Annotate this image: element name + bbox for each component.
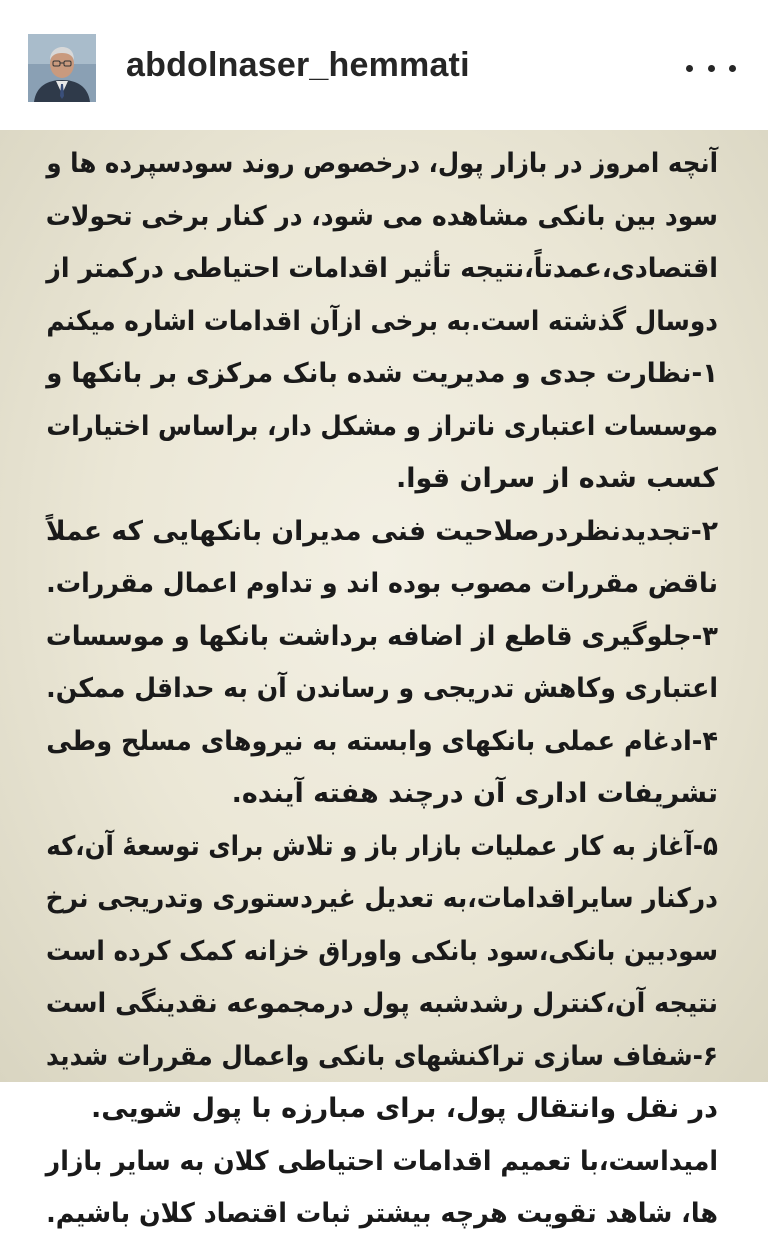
text-line: دوسال گذشته است.به برخی ازآن اقدامات اشاره میکنم — [46, 305, 718, 337]
more-dot — [708, 65, 715, 72]
username-link[interactable]: abdolnaser_hemmati — [126, 46, 470, 84]
text-line: سود بین بانکی مشاهده می شود، در کنار برخی تحولات — [45, 200, 719, 232]
text-line: تشریفات اداری آن درچند هفته آینده. — [231, 778, 718, 809]
more-dot — [686, 65, 693, 72]
text-line: آنچه امروز در بازار پول، درخصوص روند سودسپرده ها و — [46, 148, 718, 179]
post-header — [0, 0, 768, 130]
text-line: در نقل وانتقال پول، برای مبارزه با پول شویی. — [90, 1093, 718, 1124]
text-line: ۲-تجدیدنظردرصلاحیت فنی مدیران بانکهایی که عملاً — [45, 515, 718, 547]
text-line: ناقض مقررات مصوب بوده اند و تداوم اعمال مقررات. — [46, 568, 718, 599]
text-line: ۴-ادغام عملی بانکهای وابسته به نیروهای مسلح وطی — [46, 725, 718, 757]
text-line: امیداست،با تعمیم اقدامات احتیاطی کلان به سایر بازار — [45, 1145, 718, 1177]
text-line: نتیجه آن،کنترل رشدشبه پول درمجموعه نقدینگی است — [45, 988, 719, 1019]
text-line: سودبین بانکی،سود بانکی واوراق خزانه کمک کرده است — [46, 935, 718, 967]
text-line: درکنار سایراقدامات،به تعدیل غیردستوری وتدریجی نرخ — [45, 883, 718, 914]
more-options-icon[interactable] — [686, 56, 736, 80]
text-line: ۶-شفاف سازی تراکنشهای بانکی واعمال مقررات شدید — [46, 1040, 718, 1072]
text-line: ۳-جلوگیری قاطع از اضافه برداشت بانکها و موسسات — [45, 620, 718, 652]
text-line: ها، شاهد تقویت هرچه بیشتر ثبات اقتصاد کلان باشیم. — [46, 1198, 719, 1229]
text-line: اقتصادی،عمدتاً،نتیجه تأثیر اقدامات احتیاطی درکمتر از — [46, 253, 719, 284]
avatar[interactable] — [28, 34, 96, 102]
profile-photo-icon — [28, 34, 96, 102]
post-image[interactable] — [0, 130, 768, 1229]
text-line: ۱-نظارت جدی و مدیریت شده بانک مرکزی بر بانکها و — [46, 358, 718, 389]
text-line: موسسات اعتباری ناتراز و مشکل دار، براساس اختیارات — [46, 410, 718, 442]
text-line: اعتباری وکاهش تدریجی و رساندن آن به حداقل ممکن. — [46, 673, 719, 704]
post-text — [0, 130, 768, 1241]
more-dot — [729, 65, 736, 72]
text-line: ۵-آغاز به کار عملیات بازار باز و تلاش برای توسعهٔ آن،که — [46, 830, 718, 862]
text-line: کسب شده از سران قوا. — [395, 463, 718, 494]
